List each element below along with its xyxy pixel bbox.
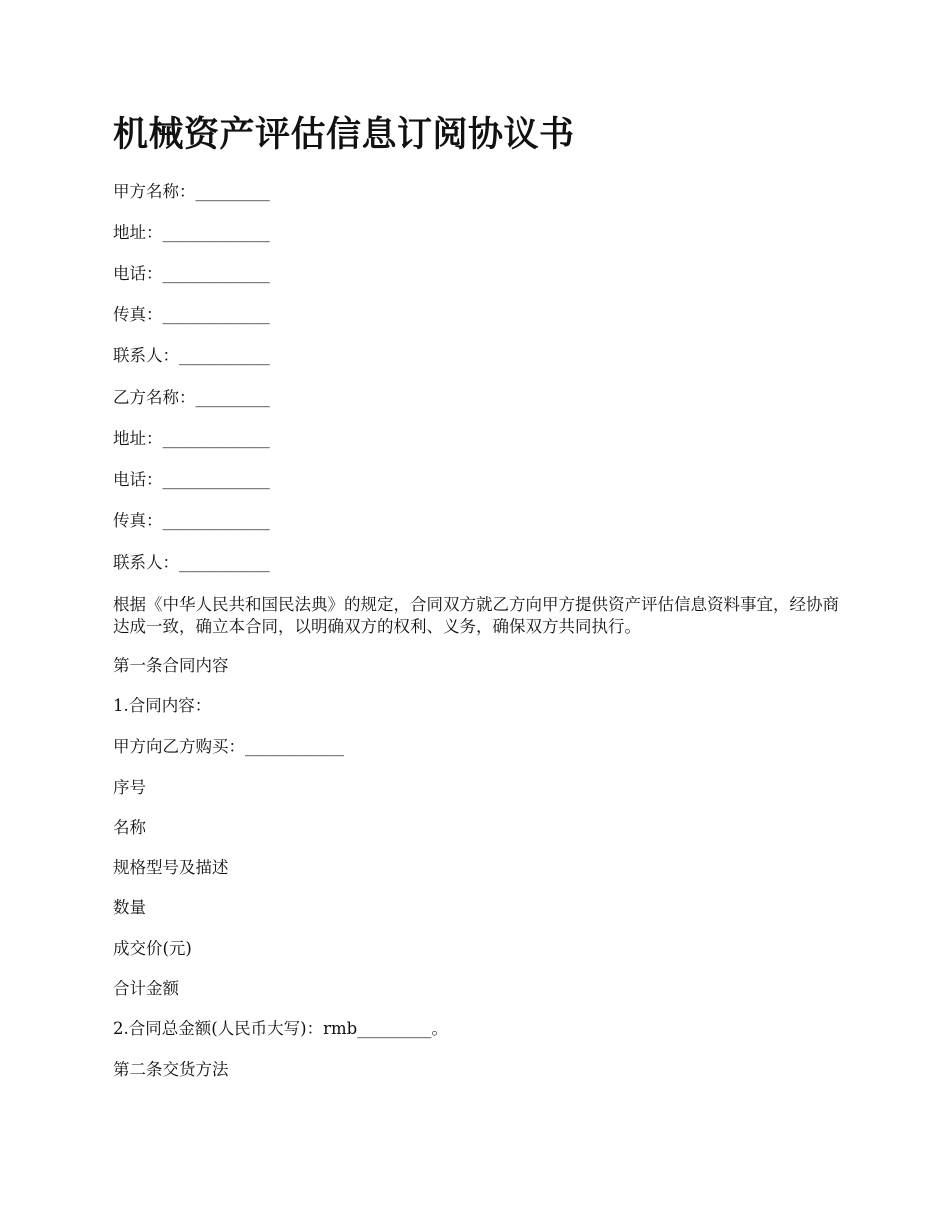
party-b-phone: 电话：_____________ — [113, 470, 270, 489]
party-a-fax: 传真：_____________ — [113, 305, 270, 324]
party-a-name: 甲方名称：_________ — [113, 182, 270, 201]
party-a-contact: 联系人：___________ — [113, 346, 270, 365]
article-1-item-1: 1.合同内容： — [113, 696, 212, 715]
column-label-quantity: 数量 — [113, 898, 146, 917]
party-a-address: 地址：_____________ — [113, 223, 270, 242]
column-label-total: 合计金额 — [113, 979, 179, 998]
party-b-contact: 联系人：___________ — [113, 553, 270, 572]
article-1-heading: 第一条合同内容 — [113, 656, 229, 675]
party-a-phone: 电话：_____________ — [113, 264, 270, 283]
column-label-serial: 序号 — [113, 778, 146, 797]
party-b-name: 乙方名称：_________ — [113, 388, 270, 407]
total-amount-line: 2.合同总金额(人民币大写)：rmb_________。 — [113, 1019, 448, 1038]
party-b-fax: 传真：_____________ — [113, 511, 270, 530]
column-label-spec: 规格型号及描述 — [113, 858, 229, 877]
document-title: 机械资产评估信息订阅协议书 — [113, 114, 575, 155]
article-2-heading: 第二条交货方法 — [113, 1060, 229, 1079]
preamble-paragraph: 根据《中华人民共和国民法典》的规定，合同双方就乙方向甲方提供资产评估信息资料事宜，经协商达成一致，确立本合同，以明确双方的权利、义务，确保双方共同执行。 — [113, 595, 839, 636]
purchase-line: 甲方向乙方购买：____________ — [113, 737, 344, 756]
column-label-price: 成交价(元) — [113, 939, 192, 958]
column-label-name: 名称 — [113, 818, 146, 837]
party-b-address: 地址：_____________ — [113, 429, 270, 448]
